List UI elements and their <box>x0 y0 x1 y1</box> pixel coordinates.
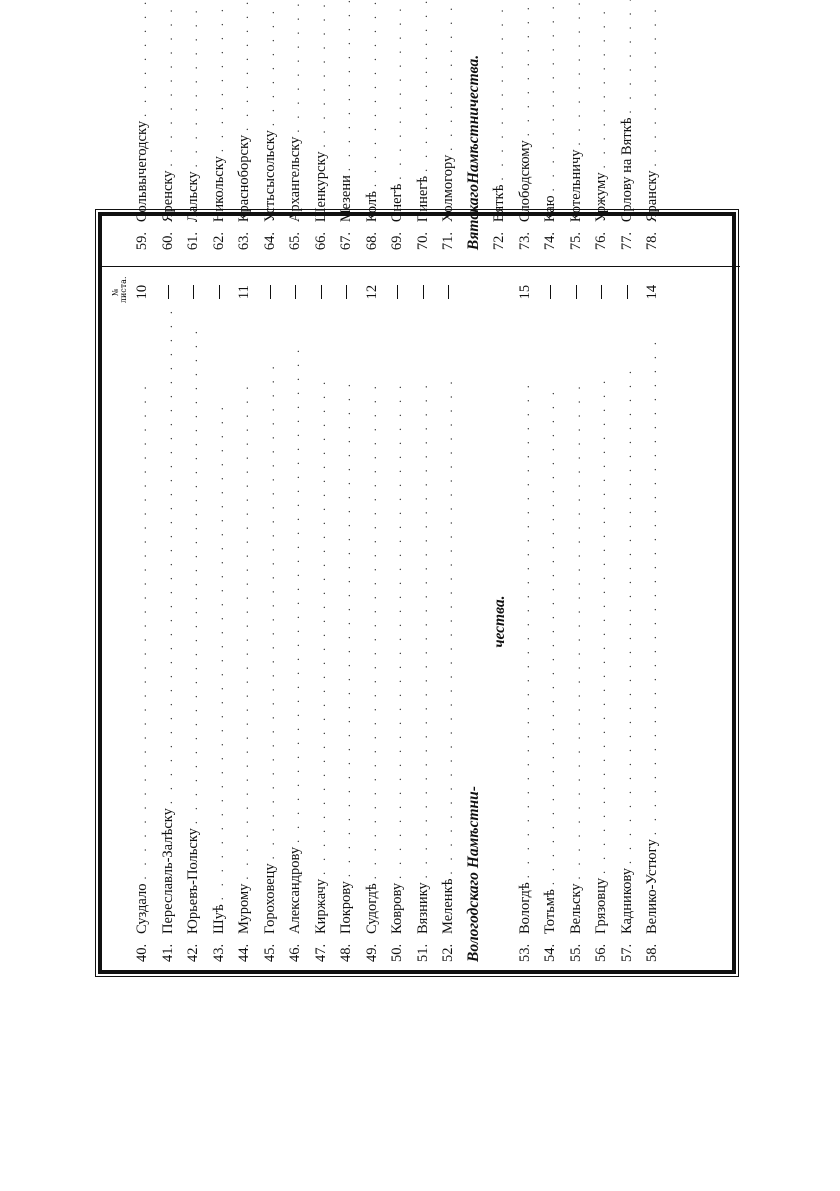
index-entry <box>615 281 641 962</box>
index-entry <box>513 0 539 250</box>
leader-dots <box>594 307 609 874</box>
leader-dots <box>390 307 405 879</box>
town-name: Уржуму <box>593 172 610 223</box>
entry-number: 56. <box>593 943 610 962</box>
town-name: Коврову <box>389 882 406 934</box>
index-entry <box>385 281 411 962</box>
index-entry <box>156 0 182 250</box>
entry-number: 69. <box>389 232 406 251</box>
entry-number: 55. <box>567 943 584 962</box>
index-entry <box>385 0 411 250</box>
ditto-dash <box>423 285 424 299</box>
page-frame <box>98 54 736 974</box>
entry-number: 44. <box>236 943 253 962</box>
ditto-dash <box>627 285 628 299</box>
sheet-number <box>568 281 585 303</box>
index-entry <box>207 281 233 962</box>
sheet-number <box>338 281 355 303</box>
ditto-dash <box>219 285 220 299</box>
leader-dots <box>416 0 431 172</box>
ditto-dash <box>550 285 551 299</box>
index-entry <box>487 0 513 250</box>
index-entry <box>283 0 309 250</box>
entry-number: 59. <box>134 232 151 251</box>
leader-dots <box>543 0 558 191</box>
entry-number: 75. <box>567 232 584 251</box>
leader-dots <box>212 0 227 152</box>
sheet-number <box>593 281 610 303</box>
town-name: Слободскому <box>516 140 533 223</box>
index-entry <box>181 0 207 250</box>
column-header <box>102 0 130 250</box>
entry-number: 68. <box>363 232 380 251</box>
leader-dots <box>314 307 329 875</box>
leader-dots <box>314 0 329 147</box>
leader-dots <box>161 0 176 166</box>
town-name: Шуѣ <box>210 904 227 934</box>
entry-number: 47. <box>312 943 329 962</box>
town-name: Вельску <box>567 883 584 934</box>
entry-number: 74. <box>542 232 559 251</box>
town-name: Юрьевъ-Польску <box>185 828 202 934</box>
sheet-number: 15 <box>516 284 533 300</box>
index-entry <box>615 0 641 250</box>
index-entry <box>360 281 386 962</box>
leader-dots <box>518 0 533 136</box>
town-name: Лальску <box>185 171 202 223</box>
entry-number: 57. <box>618 943 635 962</box>
entry-number: 40. <box>134 943 151 962</box>
ditto-dash <box>168 285 169 299</box>
entry-number: 52. <box>440 943 457 962</box>
ditto-dash <box>448 285 449 299</box>
sheet-number <box>542 281 559 303</box>
entry-number: 45. <box>261 943 278 962</box>
entry-number: 60. <box>159 232 176 251</box>
town-name: Мезени <box>338 175 355 223</box>
index-entry <box>207 0 233 250</box>
town-name: Александрову <box>287 846 304 934</box>
entry-number: 71. <box>440 232 457 251</box>
town-name: Гороховецу <box>261 863 278 934</box>
leader-dots <box>620 0 635 113</box>
index-entry <box>411 281 437 962</box>
leader-dots <box>365 307 380 879</box>
section-heading-text: чества. <box>490 595 508 648</box>
sheet-number: 12 <box>363 284 380 300</box>
entry-number: 50. <box>389 943 406 962</box>
leader-dots <box>186 307 201 824</box>
town-name: Никольску <box>210 156 227 223</box>
town-name: Архангельску <box>287 136 304 223</box>
town-name: Сольвычегодску <box>134 120 151 223</box>
ditto-dash <box>576 285 577 299</box>
leader-dots <box>620 307 635 864</box>
entry-number: 61. <box>185 232 202 251</box>
index-entry <box>589 0 615 250</box>
entry-number: 64. <box>261 232 278 251</box>
town-name: Колѣ <box>363 191 380 223</box>
leader-dots <box>645 0 660 166</box>
leader-dots <box>212 307 227 900</box>
leader-dots <box>594 0 609 168</box>
index-entry <box>360 0 386 250</box>
entry-number: 76. <box>593 232 610 251</box>
town-name: Яренску <box>159 170 176 223</box>
entry-number: 72. <box>491 232 508 251</box>
index-entry <box>283 281 309 962</box>
town-name: Краснoборску <box>236 134 253 223</box>
town-name: Шенкурску <box>312 151 329 223</box>
index-entry <box>564 0 590 250</box>
ditto-dash <box>346 285 347 299</box>
entry-number: 70. <box>414 232 431 251</box>
index-entry <box>258 281 284 962</box>
index-entry <box>309 281 335 962</box>
town-name: Киржачу <box>312 878 329 934</box>
leader-dots <box>339 0 354 171</box>
town-name: Суздало <box>134 883 151 934</box>
section-heading-continued <box>487 281 513 962</box>
section-heading <box>462 0 488 250</box>
leader-dots <box>339 307 354 877</box>
index-entry <box>232 0 258 250</box>
section-heading <box>462 281 488 962</box>
leader-dots <box>263 307 278 859</box>
index-entry <box>309 0 335 250</box>
leader-dots <box>365 0 380 187</box>
index-entry <box>130 0 156 250</box>
leader-dots <box>237 307 252 879</box>
index-entry <box>589 281 615 962</box>
index-entry <box>411 0 437 250</box>
entry-number: 66. <box>312 232 329 251</box>
leader-dots <box>263 0 278 126</box>
entry-number: 54. <box>542 943 559 962</box>
town-name: Устьсысольску <box>261 130 278 223</box>
ditto-dash <box>193 285 194 299</box>
leader-dots <box>390 0 405 180</box>
leader-dots <box>288 0 303 133</box>
ditto-dash <box>321 285 322 299</box>
town-name: Пинегѣ <box>414 175 431 223</box>
entry-number: 48. <box>338 943 355 962</box>
index-entry <box>232 281 258 962</box>
town-name: Вязнику <box>414 882 431 934</box>
leader-dots <box>569 307 584 879</box>
section-heading-text: Вологодскаго Намѣстни- <box>465 786 483 962</box>
entry-number: 49. <box>363 943 380 962</box>
leader-dots <box>288 307 303 843</box>
sheet-number <box>619 281 636 303</box>
town-name: Каю <box>542 195 559 223</box>
town-name: Покрову <box>338 881 355 934</box>
sheet-number <box>313 281 330 303</box>
index-entry <box>436 0 462 250</box>
entry-number: 43. <box>210 943 227 962</box>
index-entry <box>564 281 590 962</box>
leader-dots <box>161 307 176 804</box>
index-entry <box>436 281 462 962</box>
entry-number: 67. <box>338 232 355 251</box>
ditto-dash <box>601 285 602 299</box>
town-name: Грязовцу <box>593 877 610 934</box>
town-name: Судогдѣ <box>363 883 380 934</box>
entry-number: 65. <box>287 232 304 251</box>
rotated-table <box>102 54 740 978</box>
sheet-number <box>262 281 279 303</box>
leader-dots <box>135 307 150 879</box>
leader-dots <box>441 0 456 151</box>
leader-dots <box>518 307 533 878</box>
town-name: Вяткѣ <box>491 184 508 223</box>
sheet-number: 14 <box>644 284 661 300</box>
entry-number: 77. <box>618 232 635 251</box>
leader-dots <box>237 0 252 131</box>
leader-dots <box>645 307 660 835</box>
index-entry <box>334 281 360 962</box>
column-header <box>102 276 130 962</box>
town-name: Вологдѣ <box>516 882 533 934</box>
town-name: Онегѣ <box>389 183 406 223</box>
leader-dots <box>441 307 456 874</box>
index-column <box>102 0 740 267</box>
entry-number: 53. <box>516 943 533 962</box>
leader-dots <box>135 0 150 117</box>
entry-number: 78. <box>644 232 661 251</box>
entry-number: 62. <box>210 232 227 251</box>
entry-number: 63. <box>236 232 253 251</box>
leader-dots <box>416 307 431 878</box>
sheet-number <box>185 281 202 303</box>
town-name: Холмогору <box>440 154 457 223</box>
ditto-dash <box>295 285 296 299</box>
ditto-dash <box>397 285 398 299</box>
index-entry <box>538 0 564 250</box>
index-entry <box>538 281 564 962</box>
entry-number: 46. <box>287 943 304 962</box>
ditto-dash <box>270 285 271 299</box>
leader-dots <box>492 0 507 181</box>
sheet-number: 10 <box>134 284 151 300</box>
sheet-number: 11 <box>236 285 253 300</box>
town-name: Котельничу <box>567 149 584 223</box>
index-entry <box>130 281 156 962</box>
town-name: Кадникову <box>618 868 635 934</box>
entry-number: 58. <box>644 943 661 962</box>
index-column <box>102 267 740 978</box>
index-entry <box>181 281 207 962</box>
index-entry <box>513 281 539 962</box>
leader-dots <box>186 0 201 167</box>
town-name: Яранску <box>644 170 661 223</box>
index-entry <box>258 0 284 250</box>
section-heading-text: ВятскагоНамѣстничества. <box>465 54 483 251</box>
town-name: Переславль-Залѣску <box>159 808 176 934</box>
entry-number: 41. <box>159 943 176 962</box>
town-name: Велико-Устюгу <box>644 839 661 934</box>
sheet-number <box>287 281 304 303</box>
leader-dots <box>543 307 558 885</box>
index-entry <box>640 281 666 962</box>
town-name: Меленкѣ <box>440 878 457 934</box>
sheet-number <box>415 281 432 303</box>
sheet-header-label: № листа. <box>111 276 128 304</box>
town-name: Орлову на Вяткѣ <box>618 117 635 223</box>
town-name: Тотьмѣ <box>542 889 559 934</box>
index-entry <box>334 0 360 250</box>
sheet-number <box>160 281 177 303</box>
sheet-number <box>440 281 457 303</box>
entry-number: 42. <box>185 943 202 962</box>
sheet-number <box>211 281 228 303</box>
sheet-number <box>389 281 406 303</box>
leader-dots <box>569 0 584 145</box>
entry-number: 73. <box>516 232 533 251</box>
index-entry <box>640 0 666 250</box>
town-name: Мурому <box>236 883 253 934</box>
index-entry <box>156 281 182 962</box>
entry-number: 51. <box>414 943 431 962</box>
